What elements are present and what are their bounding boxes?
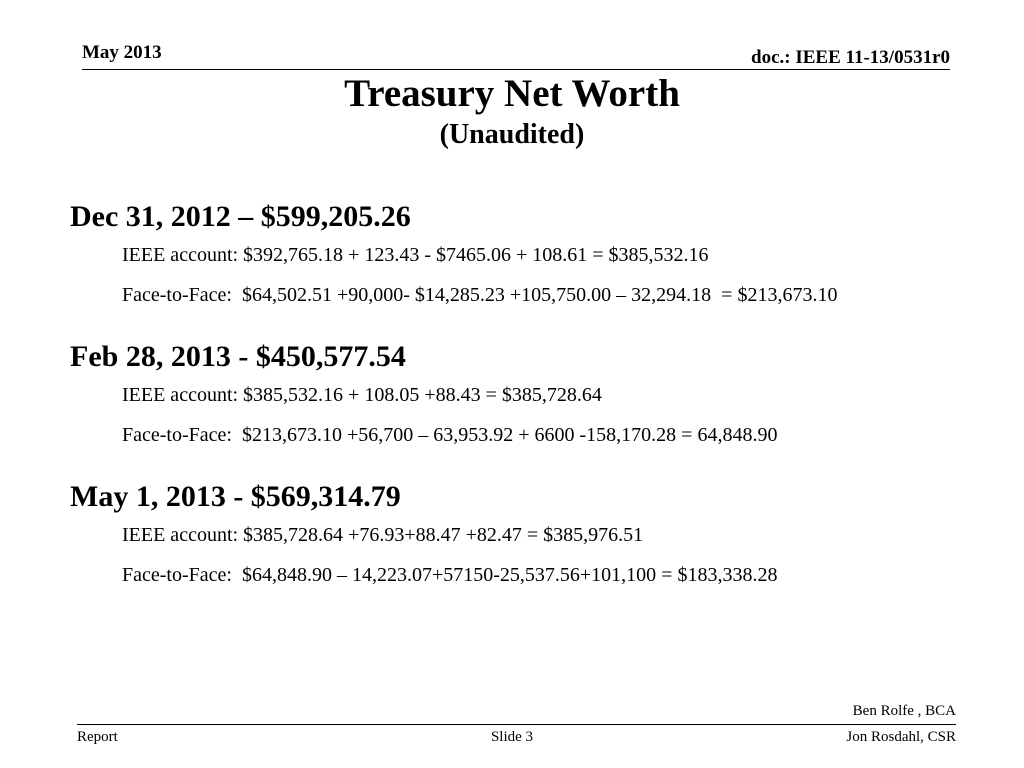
header-divider xyxy=(82,69,950,70)
header-date: May 2013 xyxy=(82,42,162,63)
ieee-account-line: IEEE account: $392,765.18 + 123.43 - $7465.06 + 108.61 = $385,532.16 xyxy=(122,244,709,266)
face-to-face-line: Face-to-Face: $64,848.90 – 14,223.07+57150-25,537.56+101,100 = $183,338.28 xyxy=(122,564,778,586)
footer-slide-number: Slide 3 xyxy=(490,729,534,745)
section-feb-2013 xyxy=(70,339,970,447)
section-heading: Dec 31, 2012 – $599,205.26 xyxy=(70,200,411,233)
footer-author-primary: Ben Rolfe , BCA xyxy=(852,703,956,719)
footer-author-secondary: Jon Rosdahl, CSR xyxy=(846,729,956,745)
section-heading: Feb 28, 2013 - $450,577.54 xyxy=(70,340,406,373)
slide-title: Treasury Net Worth xyxy=(344,72,680,115)
section-heading: May 1, 2013 - $569,314.79 xyxy=(70,480,401,513)
slide-subtitle: (Unaudited) xyxy=(439,119,585,150)
footer-report-label: Report xyxy=(77,729,118,745)
ieee-account-line: IEEE account: $385,728.64 +76.93+88.47 +82.47 = $385,976.51 xyxy=(122,524,644,546)
section-may-2013 xyxy=(70,479,970,587)
footer-divider xyxy=(77,724,956,725)
section-dec-2012 xyxy=(70,199,970,307)
face-to-face-line: Face-to-Face: $213,673.10 +56,700 – 63,953.92 + 6600 -158,170.28 = 64,848.90 xyxy=(122,424,778,446)
face-to-face-line: Face-to-Face: $64,502.51 +90,000- $14,285.23 +105,750.00 – 32,294.18 = $213,673.10 xyxy=(122,284,838,306)
ieee-account-line: IEEE account: $385,532.16 + 108.05 +88.43 = $385,728.64 xyxy=(122,384,602,406)
header-doc-id: doc.: IEEE 11-13/0531r0 xyxy=(751,47,950,68)
